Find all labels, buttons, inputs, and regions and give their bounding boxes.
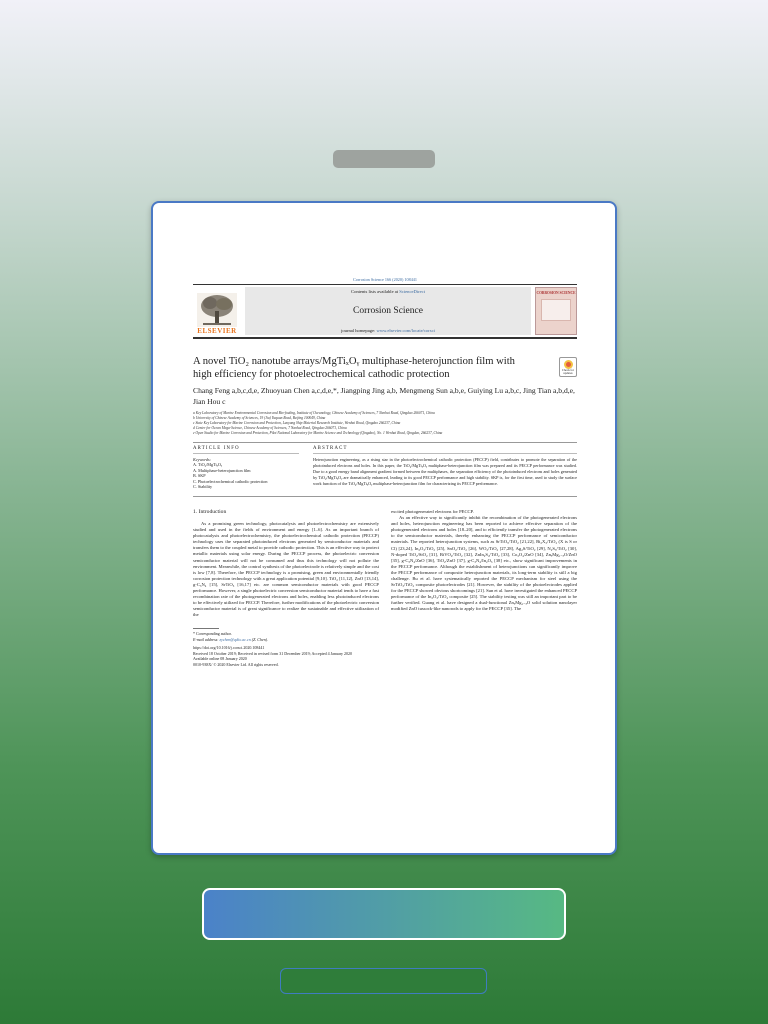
- sciencedirect-link[interactable]: ScienceDirect: [399, 289, 425, 294]
- abstract-section: [313, 446, 577, 490]
- journal-name: Corrosion Science: [353, 306, 423, 316]
- keyword: C. Stability: [193, 484, 213, 490]
- secondary-action-button[interactable]: [280, 968, 487, 994]
- affiliation: e Open Studio for Marine Corrosion and Protection, Pilot National Laboratory for Marine Science and Technology (Qingdao), No. 1 Wenhai Road, Qingdao, 266237, China: [193, 431, 443, 435]
- paper-page: [193, 277, 577, 777]
- body-column-left: [193, 509, 379, 667]
- received-dates: Received 18 October 2019; Received in revised form 31 December 2019; Accepted 4 January 2020: [193, 650, 353, 656]
- body-column-right: [391, 509, 577, 667]
- article-info-heading: ARTICLE INFO: [193, 446, 299, 454]
- abstract-heading: ABSTRACT: [313, 446, 577, 454]
- check-for-updates-badge[interactable]: [559, 357, 577, 377]
- footnotes: [193, 628, 379, 666]
- cover-image: [541, 299, 571, 321]
- journal-homepage-link[interactable]: www.elsevier.com/locate/corsci: [376, 328, 435, 333]
- abstract-text: Heterojunction engineering, as a rising star in the photoelectrochemical cathodic protection (PECCP) field, contributes to promote the separation of the photoinduced electrons and holes. In this paper, the TiO₂/MgTiₓOᵧ multiphase-heterojunction film was prepared and its PECCP performance was studied. Due to a good energy band alignment gradient formed between the multiphases, the separation efficiency of the photoinduced electrons and holes generated by TiO₂/MgTiₓOᵧ are dramatically enhanced, leading to its good PECCP performance and high stability. SKP is, for the first time, used to study the surface work function of the TiO₂/MgTiₓOᵧ multiphase-heterojunction film for characterizing its PECCP performance.: [313, 457, 577, 486]
- email-line: [193, 637, 379, 642]
- email-link[interactable]: zychen@qdio.ac.cn: [219, 636, 251, 642]
- cover-title: CORROSION SCIENCE: [536, 291, 576, 295]
- introduction-paragraph: As a promising green technology, photocatalysis and photoelectrochemistry are extensively studied and used in the fields of environment and energy [1–6]. As an important branch of photocatalysis and photoelectrochemistry, the photoelectrochemical cathodic protection (PECCP) technology uses the separated photoinduced electrons generated by semiconductor materials and transfers them to the coupled metal to provide cathodic protection. This is an effective way to protect metallic materials using solar energy. During the PECCP process, the photoelectric conversion semiconductor material will not be consumed and thus this technology will not pollute the environment. Meanwhile, the control synthesis of the photoelectrode is relatively simple and the cost is low [7,8]. Therefore, the PECCP technology is a promising, green and environmentally friendly corrosion protection technology with a great application potential [9,10]. TiO₂ [11,12], ZnO [13,14], g-C₃N₄ [15], SrTiO₃ [16,17] etc. are common semiconductor materials with good PECCP performance. However, a single photoelectric conversion semiconductor material tends to have a fast recombination rate of the photogenerated electrons and holes, enabling less photoinduced electrons to be effectively utilized for PECCP. Therefore, further modifications of the photoelectric conversion semiconductor material is of great significance to realize the sustainable and effective utilization of the: [193, 520, 379, 618]
- affiliation: b University of Chinese Academy of Sciences, 19 (Jia) Yuquan Road, Beijing 100049, China: [193, 416, 326, 420]
- keyword: B. SKP: [193, 473, 206, 479]
- author-list: Chang Feng a,b,c,d,e, Zhuoyuan Chen a,c,d,e,*, Jiangping Jing a,b, Mengmeng Sun a,b,e, Guiying Lu a,b,c, Jing Tian a,b,d,e, Jian Hou c: [193, 386, 575, 406]
- check-updates-label: Check for updates: [562, 367, 574, 375]
- corresponding-author-note: * Corresponding author.: [193, 631, 232, 637]
- primary-action-button[interactable]: [202, 888, 566, 940]
- keyword: A. Multiphase-heterojunction film: [193, 467, 251, 473]
- affiliation: a Key Laboratory of Marine Environmental Corrosion and Bio-fouling, Institute of Oceanology, Chinese Academy of Sciences, 7 Nanhai Road, Qingdao 266071, China: [193, 411, 435, 415]
- title-row: [193, 355, 577, 381]
- publisher-logo: [193, 287, 241, 335]
- keyword: A. TiO₂/MgTiₓOᵧ: [193, 462, 223, 467]
- journal-reference: Corrosion Science 166 (2020) 108441: [353, 277, 417, 282]
- available-online: Available online 08 January 2020: [193, 656, 247, 662]
- footnote-rule: [193, 628, 219, 629]
- journal-masthead: [193, 284, 577, 339]
- homepage-prefix: journal homepage:: [341, 328, 377, 333]
- introduction-heading: 1. Introduction: [193, 508, 227, 515]
- document-preview-card[interactable]: [151, 201, 617, 855]
- contents-prefix: Contents lists available at: [351, 289, 400, 294]
- affiliation: c State Key Laboratory for Marine Corrosion and Protection, Luoyang Ship Material Research Institute, Wenhai Road, Qingdao 266237, China: [193, 421, 401, 425]
- copyright-line: 0010-938X/ © 2020 Elsevier Ltd. All rights reserved.: [193, 661, 279, 667]
- publisher-name: ELSEVIER: [197, 327, 237, 335]
- body-paragraph: excited photogenerated electrons for PECCP.: [391, 508, 474, 514]
- body-columns: [193, 509, 577, 667]
- keyword: C. Photoelectrochemical cathodic protection: [193, 478, 268, 484]
- keywords-label: Keywords:: [193, 457, 211, 462]
- affiliations: [193, 411, 577, 436]
- body-paragraph: As an effective way to significantly inhibit the recombination of the photogenerated electrons and holes, heterojunction engineering has been reported to achieve effective separation of the photogenerated electrons and holes [18–20], and to efficiently transfer the photogenerated electrons to the semiconductor materials, thereby enhancing the PECCP performance of semiconductor materials. The reported heterojunction systems, such as SrTiO₃/TiO₂ [21,22], Bi₂X₃/TiO₂ (X is S or Cl) [23,24], In₂O₃/TiO₂ [25], SnO₂/TiO₂ [26], WO₃/TiO₂ [27,28], Ag₂S/TiO₂ [29], N₂S₃/TiO₂ [30], N-doped TiO₂/SiO₂ [31], BiVO₄/TiO₂ [32], ZnIn₂S₄/TiO₂ [33], Co₃O₄/ZnO [34], ZnₓMg₁₋ₓO/ZnO [35], g-C₃N₄/ZnO [36], TiO₂/ZnO [37], g-C₃N₄/In₂O₃ [38] etc., show significant improvements in the PECCP performance. Although the establishment of heterojunctions can significantly improve the PECCP performance of composite heterojunction materials, its long-term stability is still a big challenge. Bu et al. have systematically reported the PECCP mechanism for steel using the SrTiO₃/TiO₂ composite photoelectrodes [21]. However, the stability of the photoelectrodes applied for the PECCP showed obvious shortcomings [21]. Sun et al. have investigated the enhanced PECCP performance of the In₂O₃/TiO₂ composite [25]. The stability testing was still an important part to be further verified. Guang et al. have designed a dual-functional ZnₓMg₁₋ₓO solid solution nanolayer modified ZnO tussock-like nanorods to apply for the PECCP [35]. The: [391, 515, 577, 612]
- homepage-line: [341, 328, 435, 333]
- paper-title: A novel TiO₂ nanotube arrays/MgTiₓOᵧ multiphase-heterojunction film with high efficiency for photoelectrochemical cathodic protection: [193, 356, 515, 380]
- elsevier-tree-icon: [197, 293, 237, 327]
- journal-cover-thumbnail: [535, 287, 577, 335]
- masthead-center: [245, 287, 531, 335]
- doi-link[interactable]: https://doi.org/10.1016/j.corsci.2020.108441: [193, 645, 265, 651]
- email-label: E-mail address:: [193, 636, 220, 642]
- top-drag-handle[interactable]: [333, 150, 435, 168]
- affiliation: d Center for Ocean Mega-Science, Chinese Academy of Sciences, 7 Nanhai Road, Qingdao 266071, China: [193, 426, 347, 430]
- article-info: [193, 446, 299, 490]
- section-divider: [193, 496, 577, 497]
- email-suffix: (Z. Chen).: [250, 636, 269, 642]
- contents-line: [351, 289, 425, 294]
- article-info-row: [193, 442, 577, 490]
